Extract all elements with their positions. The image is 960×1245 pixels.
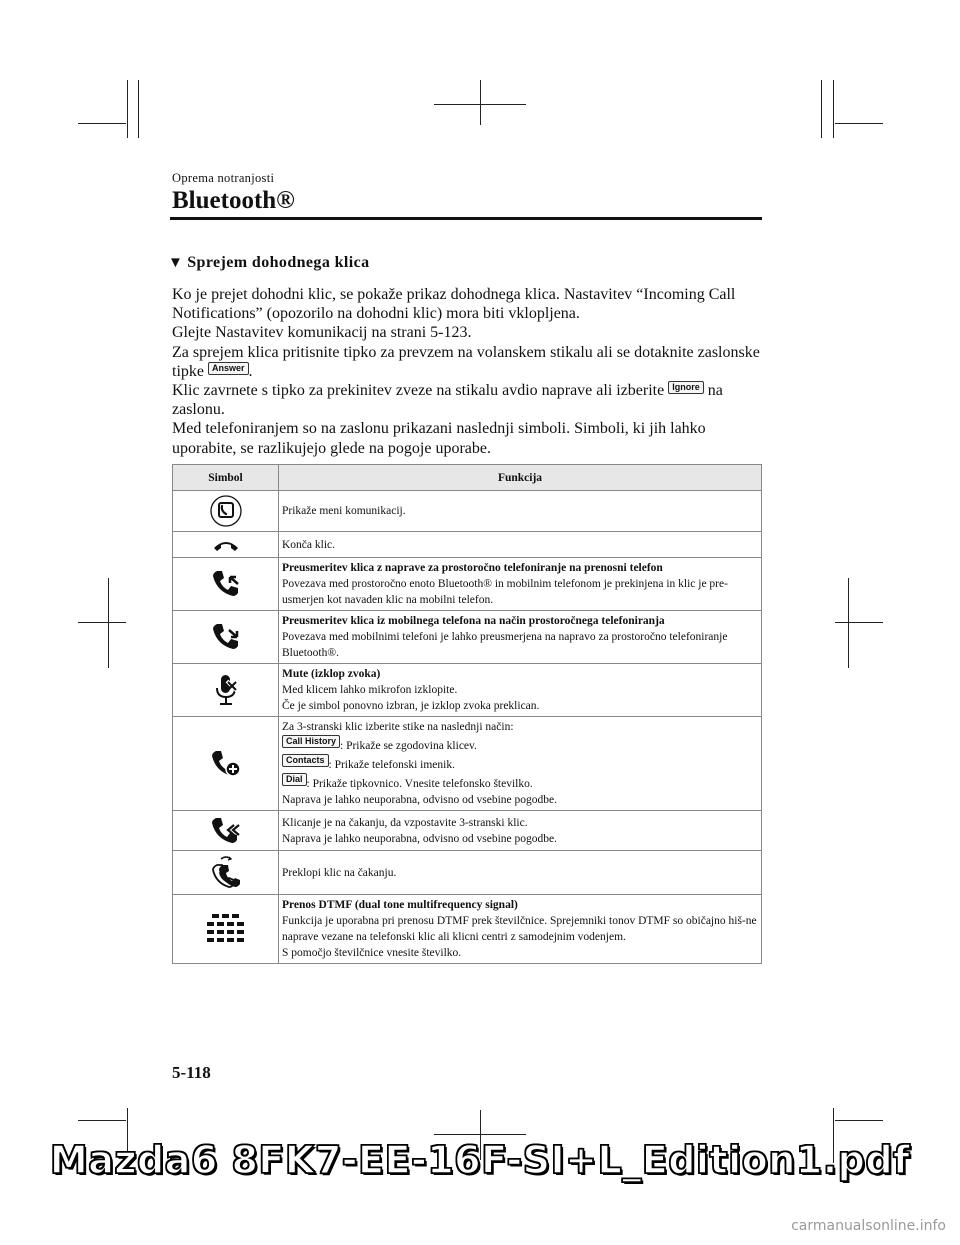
function-text: : Prikaže tipkovnico. Vnesite telefonsko številko. bbox=[306, 778, 533, 790]
crop-mark bbox=[78, 622, 126, 623]
column-header-symbol: Simbol bbox=[173, 465, 279, 491]
function-title: Prenos DTMF (dual tone multifrequency signal) bbox=[282, 899, 518, 911]
call-history-chip: Call History bbox=[282, 735, 340, 748]
file-name-watermark: Mazda6 8FK7-EE-16F-SI+L_Edition1.pdf bbox=[49, 1138, 911, 1182]
crop-mark bbox=[835, 1120, 883, 1121]
crop-mark bbox=[835, 123, 883, 124]
function-text: Preklopi klic na čakanju. bbox=[279, 851, 762, 895]
paragraph: Ko je prejet dohodni klic, se pokaže prikaz dohodnega klica. Nastavitev “Incoming Call Notifications” (opozorilo na dohodni klic) mora biti vklopljena. bbox=[172, 286, 736, 323]
table-row bbox=[173, 558, 762, 611]
table-row bbox=[173, 851, 762, 895]
table-row bbox=[173, 811, 762, 851]
table-row bbox=[173, 664, 762, 717]
transfer-to-phone-icon bbox=[211, 567, 241, 601]
table-row bbox=[173, 532, 762, 558]
crop-mark bbox=[138, 80, 139, 138]
function-text: Povezava med mobilnimi telefoni je lahko preusmerjena na napravo za prostoročno telefoniranje Bluetooth®. bbox=[282, 631, 728, 659]
paragraph bbox=[172, 381, 764, 419]
ignore-button-chip: Ignore bbox=[668, 381, 704, 394]
crop-mark bbox=[434, 104, 526, 105]
function-text: Klicanje je na čakanju, da vzpostavite 3-stranski klic. bbox=[282, 816, 528, 829]
contacts-chip: Contacts bbox=[282, 754, 329, 767]
function-text: Funkcija je uporabna pri prenosu DTMF prek številčnice. Sprejemniki tonov DTMF so običajno hiš-ne naprave vezane na telefonski klic ali klicni centri z samodejnim vodenjem. bbox=[282, 915, 757, 943]
dial-chip: Dial bbox=[282, 773, 307, 786]
table-row bbox=[173, 717, 762, 811]
crop-mark bbox=[434, 1134, 526, 1135]
merge-call-icon bbox=[211, 815, 241, 847]
crop-mark bbox=[78, 1120, 126, 1121]
swap-call-icon bbox=[211, 855, 241, 891]
paragraph-text: Klic zavrnete s tipko za prekinitev zveze na stikalu avdio naprave ali izberite bbox=[172, 382, 669, 400]
paragraph-text: . bbox=[248, 362, 253, 380]
function-text: : Prikaže telefonski imenik. bbox=[328, 759, 455, 771]
page-number: 5-118 bbox=[172, 1063, 211, 1082]
mute-microphone-icon bbox=[213, 672, 239, 708]
transfer-to-handsfree-icon bbox=[211, 620, 241, 654]
function-title: Mute (izklop zvoka) bbox=[282, 668, 381, 680]
function-text: Naprava je lahko neuporabna, odvisno od vsebine pogodbe. bbox=[282, 794, 557, 806]
crop-mark bbox=[78, 123, 126, 124]
function-title: Preusmeritev klica iz mobilnega telefona na način prostoročnega telefoniranja bbox=[282, 615, 665, 627]
crop-mark bbox=[821, 80, 822, 138]
add-call-icon bbox=[211, 747, 241, 781]
function-text: Prikaže meni komunikacij. bbox=[279, 491, 762, 532]
crop-mark bbox=[108, 578, 109, 668]
paragraph-text: Za sprejem klica pritisnite tipko za prevzem na volanskem stikalu ali se dotaknite zaslonske tipke bbox=[172, 343, 760, 380]
symbol-table bbox=[172, 464, 762, 964]
function-title: Preusmeritev klica z naprave za prostoročno telefoniranje na prenosni telefon bbox=[282, 562, 663, 574]
crop-mark bbox=[835, 622, 883, 623]
function-text: Med klicem lahko mikrofon izklopite. bbox=[282, 684, 458, 696]
body-text bbox=[172, 285, 764, 458]
section-label: Oprema notranjosti bbox=[172, 171, 275, 185]
title-rule bbox=[170, 217, 762, 220]
subsection-heading bbox=[168, 254, 370, 272]
phone-menu-icon bbox=[209, 494, 243, 528]
subsection-title: Sprejem dohodnega klica bbox=[187, 254, 370, 271]
crop-mark bbox=[480, 80, 481, 125]
table-header bbox=[173, 465, 762, 491]
hang-up-icon bbox=[212, 537, 240, 553]
dtmf-keypad-icon bbox=[206, 912, 246, 946]
function-text: Naprava je lahko neuporabna, odvisno od vsebine pogodbe. bbox=[282, 832, 557, 845]
crop-mark bbox=[127, 80, 128, 138]
triangle-bullet-icon: ▼ bbox=[168, 255, 184, 271]
crop-mark bbox=[848, 578, 849, 668]
function-text: : Prikaže se zgodovina klicev. bbox=[340, 740, 477, 752]
page-title: Bluetooth® bbox=[172, 187, 295, 214]
paragraph: Med telefoniranjem so na zaslonu prikazani naslednji simboli. Simboli, ki jih lahko uporabite, se razlikujejo glede na pogoje uporabe. bbox=[172, 420, 706, 457]
function-text: Povezava med prostoročno enoto Bluetooth® in mobilnim telefonom je prekinjena in klic je pre-usmerjen kot navaden klic na mobilni telefon. bbox=[282, 578, 728, 606]
answer-button-chip: Answer bbox=[208, 362, 249, 375]
table-row bbox=[173, 895, 762, 964]
crop-mark bbox=[833, 80, 834, 138]
column-header-function: Funkcija bbox=[279, 465, 762, 491]
table-row bbox=[173, 491, 762, 532]
paragraph bbox=[172, 343, 764, 381]
function-text: Za 3-stranski klic izberite stike na naslednji način: bbox=[282, 721, 514, 733]
paragraph-text: na zaslonu. bbox=[172, 382, 723, 419]
function-text: Konča klic. bbox=[279, 532, 762, 558]
paragraph: Glejte Nastavitev komunikacij na strani 5-123. bbox=[172, 324, 472, 342]
site-watermark: carmanualsonline.info bbox=[791, 1218, 946, 1234]
function-text: Če je simbol ponovno izbran, je izklop zvoka preklican. bbox=[282, 700, 540, 712]
table-row bbox=[173, 611, 762, 664]
function-text: S pomočjo številčnice vnesite številko. bbox=[282, 947, 462, 959]
